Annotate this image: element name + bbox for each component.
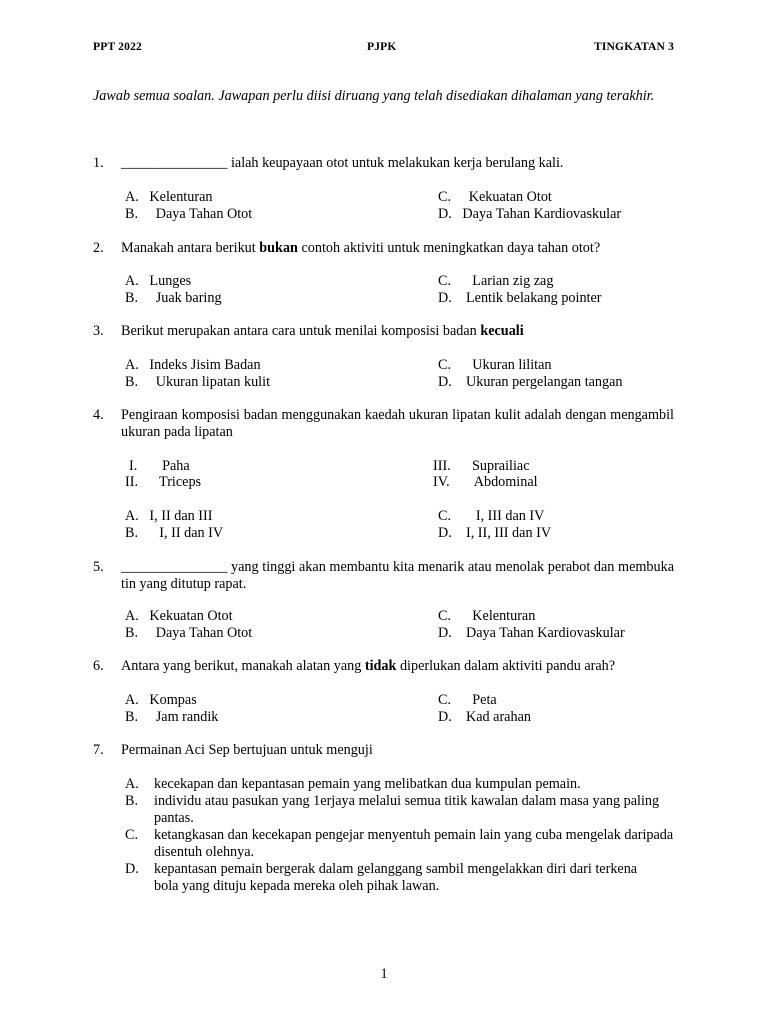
option-b: B. Juak baring [125,290,222,306]
question-text: Permainan Aci Sep bertujuan untuk menguji [121,742,373,758]
option-c: C. I, III dan IV [438,508,545,524]
option-c: C. Larian zig zag [438,273,554,289]
question-text-post: contoh aktiviti untuk meningkatkan daya tahan otot? [297,240,601,256]
option-d: D. Daya Tahan Kardiovaskular [438,206,622,222]
question-text [121,658,674,675]
option-d: D. I, II, III dan IV [438,525,552,541]
option-c: C. Peta [438,692,497,708]
question-text: _______________ yang tinggi akan membantu kita menarik atau menolak perabot dan membuka tin yang ditutup rapat. [121,559,674,592]
option-c: C. Kelenturan [438,608,536,624]
question-text-emphasis: bukan [259,240,298,256]
option-d: D. Kad arahan [438,709,531,725]
question-text-post: diperlukan dalam aktiviti pandu arah? [396,658,616,674]
question-3 [93,323,674,340]
option-a: A. Kekuatan Otot [125,608,233,624]
option-b [125,793,661,827]
option-label: B. [125,793,139,809]
question-text [121,323,674,340]
option-b: B. Jam randik [125,709,219,725]
question-7 [93,742,674,759]
question-number: 3. [93,323,104,339]
question-text: _______________ ialah keupayaan otot untuk melakukan kerja berulang kali. [121,155,564,171]
item-ii: II. Triceps [125,474,202,490]
option-d [125,861,645,895]
option-text: ketangkasan dan kecekapan pengejar menyentuh pemain lain yang cuba mengelak daripada disentuh olehnya. [154,827,674,860]
question-text [121,240,674,257]
option-a: A. Kompas [125,692,197,708]
question-text-pre: Berikut merupakan antara cara untuk menilai komposisi badan [121,323,481,339]
question-2 [93,240,674,257]
question-number: 6. [93,658,104,674]
item-iii: III. Suprailiac [433,458,530,474]
option-a: A. Kelenturan [125,189,213,205]
option-c: C. Ukuran lilitan [438,357,552,373]
question-5 [93,559,674,593]
question-number: 2. [93,240,104,256]
option-a: A. I, II dan III [125,508,213,524]
header-right: TINGKATAN 3 [594,41,675,53]
item-i: I. Paha [129,458,190,474]
option-label: A. [125,776,139,792]
page-number: 1 [380,966,388,982]
question-text: Pengiraan komposisi badan menggunakan kaedah ukuran lipatan kulit adalah dengan mengambil ukuran pada lipatan [121,407,674,440]
option-c [125,827,674,861]
option-d: D. Lentik belakang pointer [438,290,602,306]
option-a: A. Lunges [125,273,192,289]
option-label: D. [125,861,139,877]
option-text: kepantasan pemain bergerak dalam gelanggang sambil mengelakkan diri dari terkena bola yang dituju kepada mereka oleh pihak lawan. [154,861,638,894]
item-iv: IV. Abdominal [433,474,538,490]
question-number: 7. [93,742,104,758]
header-left: PPT 2022 [93,41,142,53]
option-c: C. Kekuatan Otot [438,189,552,205]
question-text-emphasis: kecuali [480,323,524,339]
option-b: B. Daya Tahan Otot [125,206,253,222]
option-b: B. Ukuran lipatan kulit [125,374,271,390]
question-1 [93,155,674,172]
option-d: D. Ukuran pergelangan tangan [438,374,623,390]
question-6 [93,658,674,675]
option-d: D. Daya Tahan Kardiovaskular [438,625,625,641]
question-4 [93,407,674,441]
instructions: Jawab semua soalan. Jawapan perlu diisi diruang yang telah disediakan dihalaman yang terakhir. [93,88,655,104]
question-number: 1. [93,155,104,171]
option-a [125,776,674,793]
question-number: 4. [93,407,104,423]
option-text: kecekapan dan kepantasan pemain yang melibatkan dua kumpulan pemain. [154,776,581,792]
option-b: B. Daya Tahan Otot [125,625,253,641]
option-b: B. I, II dan IV [125,525,224,541]
question-text-emphasis: tidak [364,658,397,674]
option-label: C. [125,827,139,843]
question-text-pre: Antara yang berikut, manakah alatan yang [121,658,365,674]
option-a: A. Indeks Jisim Badan [125,357,261,373]
question-number: 5. [93,559,104,575]
header-center: PJPK [367,41,397,53]
option-text: individu atau pasukan yang 1erjaya melalui semua titik kawalan dalam masa yang paling pantas. [154,793,660,826]
question-text-pre: Manakah antara berikut [121,240,260,256]
